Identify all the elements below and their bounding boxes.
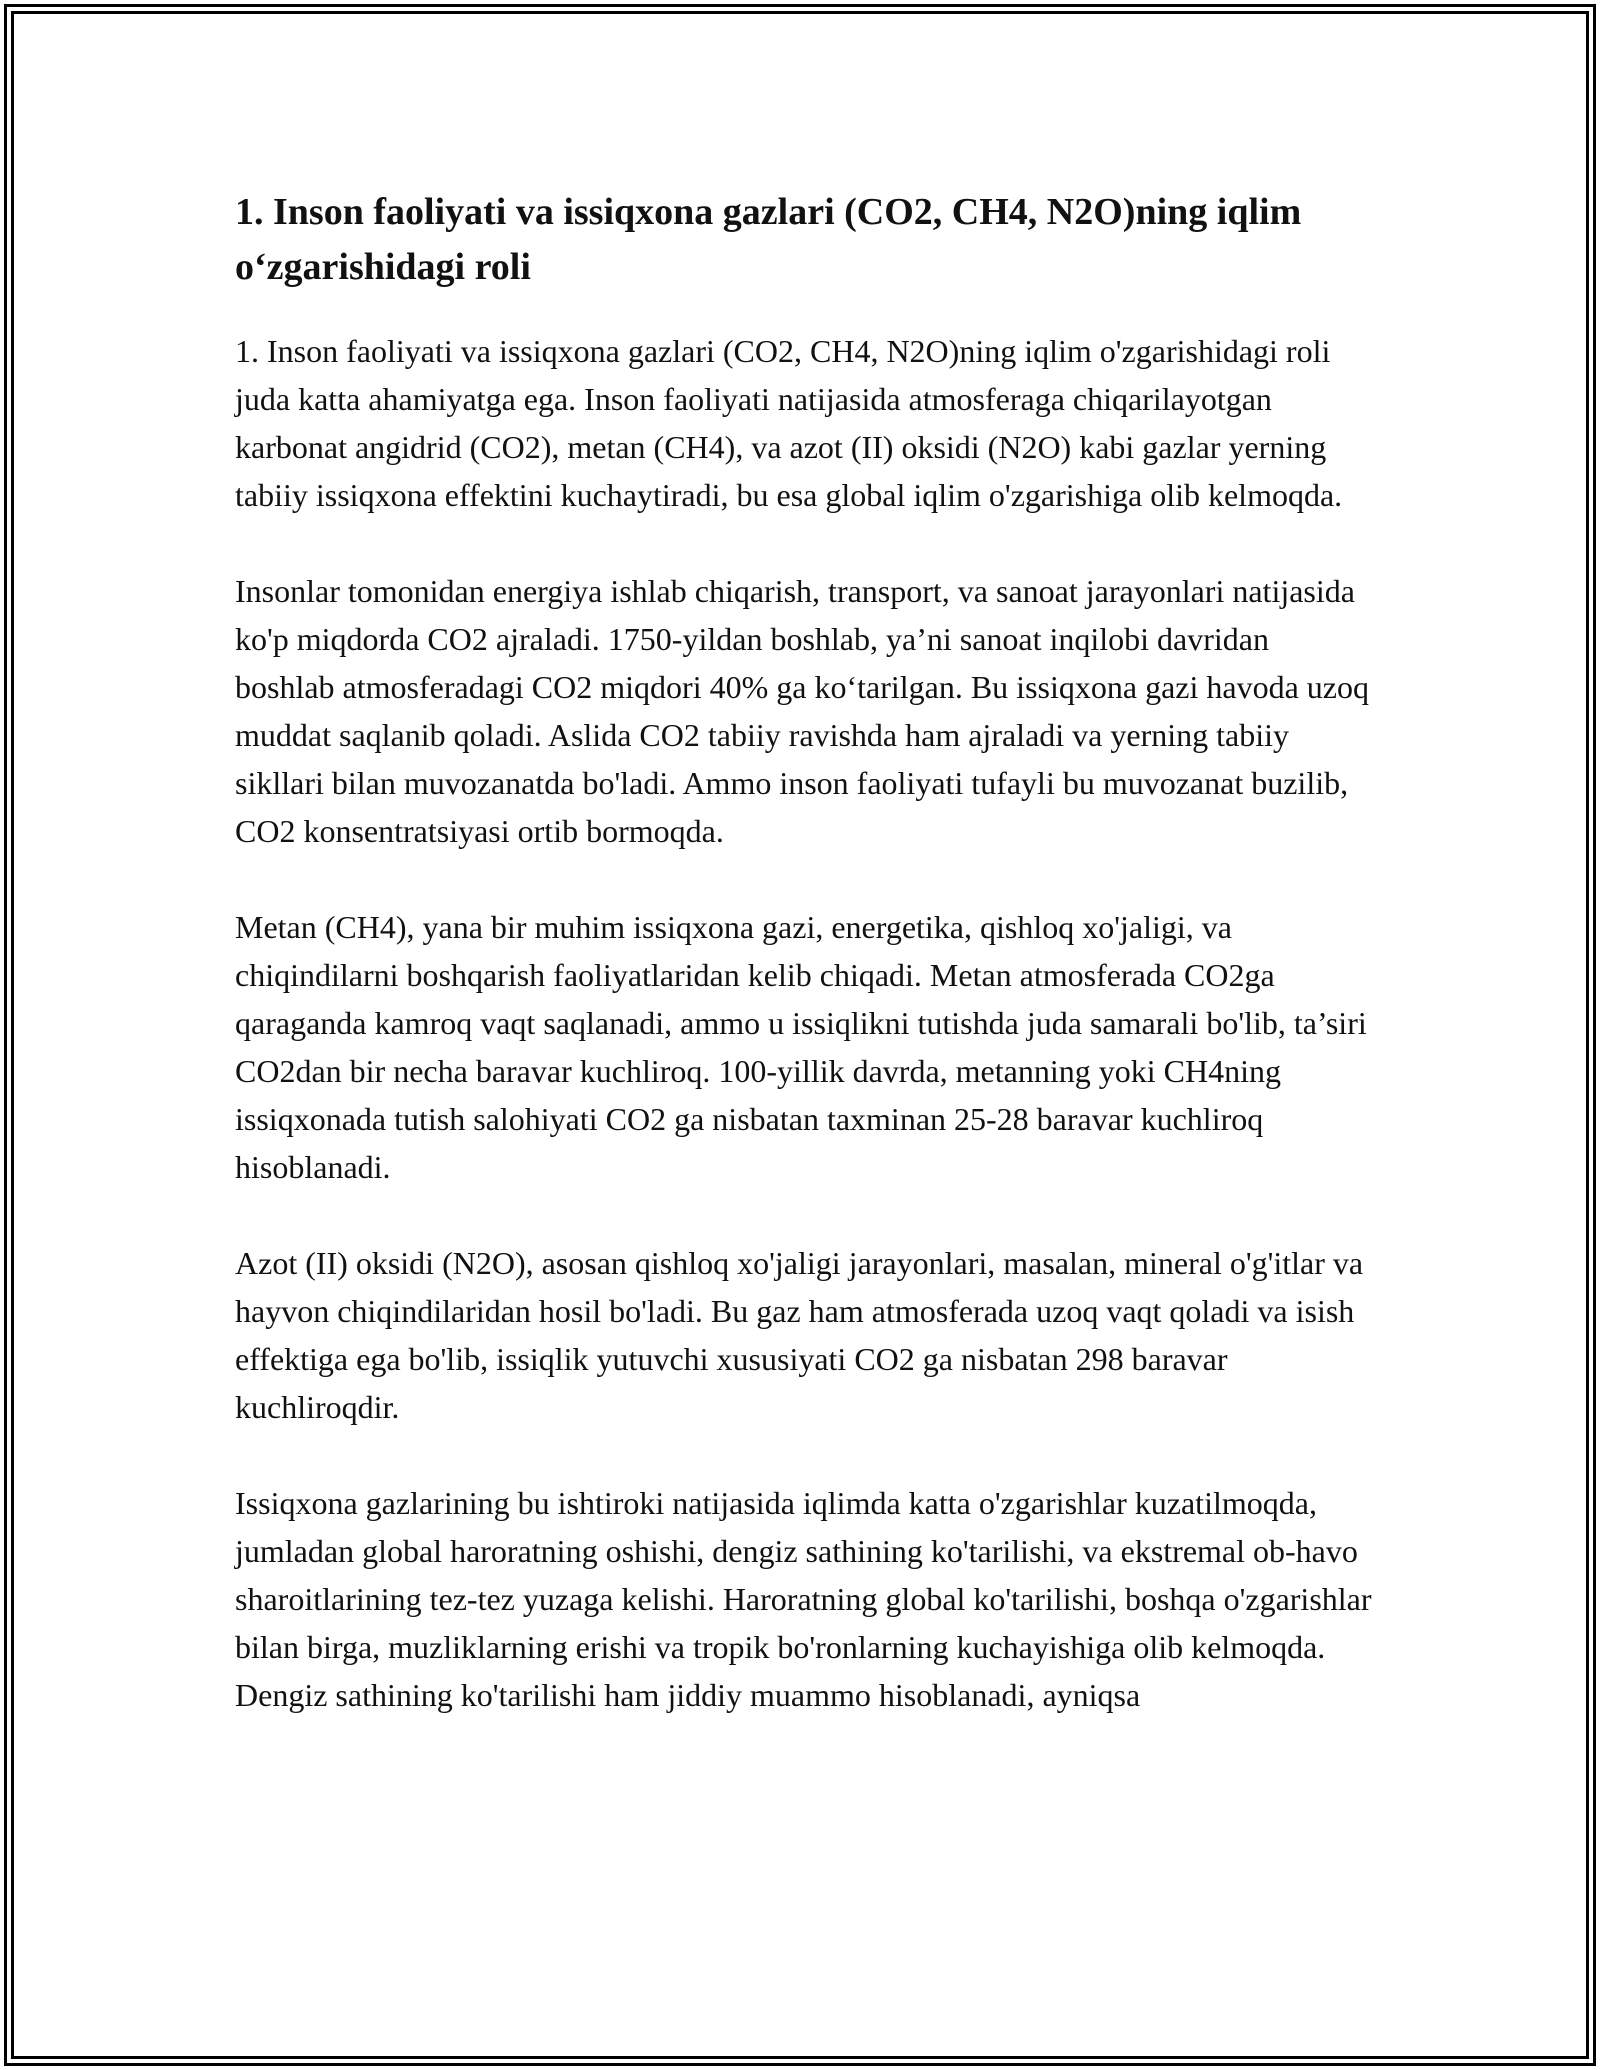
paragraph-methane: Metan (CH4), yana bir muhim issiqxona gazi, energetika, qishloq xo'jaligi, va chiqindilarni boshqarish faoliyatlaridan kelib chiqadi. Metan atmosferada CO2ga qaraganda kamroq vaqt saqlanadi, ammo u issiqlikni tutishda juda samarali bo'lib, ta’siri CO2dan bir necha baravar kuchliroq. 100-yillik davrda, metanning yoki CH4ning issiqxonada tutish salohiyati CO2 ga nisbatan taxminan 25-28 baravar kuchliroq hisoblanadi. xyxy=(235,909,1367,1185)
paragraph-co2: Insonlar tomonidan energiya ishlab chiqarish, transport, va sanoat jarayonlari natijasida ko'p miqdorda CO2 ajraladi. 1750-yildan boshlab, ya’ni sanoat inqilobi davridan boshlab atmosferadagi CO2 miqdori 40% ga ko‘tarilgan. Bu issiqxona gazi havoda uzoq muddat saqlanib qoladi. Aslida CO2 tabiiy ravishda ham ajraladi va yerning tabiiy sikllari bilan muvozanatda bo'ladi. Ammo inson faoliyati tufayli bu muvozanat buzilib, CO2 konsentratsiyasi ortib bormoqda. xyxy=(235,573,1369,849)
paragraph-consequences: Issiqxona gazlarining bu ishtiroki natijasida iqlimda katta o'zgarishlar kuzatilmoqda, jumladan global haroratning oshishi, dengiz sathining ko'tarilishi, va ekstremal ob-havo sharoitlarining tez-tez yuzaga kelishi. Haroratning global ko'tarilishi, boshqa o'zgarishlar bilan birga, muzliklarning erishi va tropik bo'ronlarning kuchayishiga olib kelmoqda. Dengiz sathining ko'tarilishi ham jiddiy muammo hisoblanadi, ayniqsa xyxy=(235,1485,1372,1713)
document-body xyxy=(235,185,1375,1767)
document-title: 1. Inson faoliyati va issiqxona gazlari (CO2, CH4, N2O)ning iqlim o‘zgarishidagi roli xyxy=(235,191,1302,288)
paragraph-nitrous-oxide: Azot (II) oksidi (N2O), asosan qishloq xo'jaligi jarayonlari, masalan, mineral o'g'itlar va hayvon chiqindilaridan hosil bo'ladi. Bu gaz ham atmosferada uzoq vaqt qoladi va isish effektiga ega bo'lib, issiqlik yutuvchi xususiyati CO2 ga nisbatan 298 baravar kuchliroqdir. xyxy=(235,1245,1364,1425)
paragraph-intro: 1. Inson faoliyati va issiqxona gazlari (CO2, CH4, N2O)ning iqlim o'zgarishidagi roli juda katta ahamiyatga ega. Inson faoliyati natijasida atmosferaga chiqarilayotgan karbonat angidrid (CO2), metan (CH4), va azot (II) oksidi (N2O) kabi gazlar yerning tabiiy issiqxona effektini kuchaytiradi, bu esa global iqlim o'zgarishiga olib kelmoqda. xyxy=(235,333,1343,513)
